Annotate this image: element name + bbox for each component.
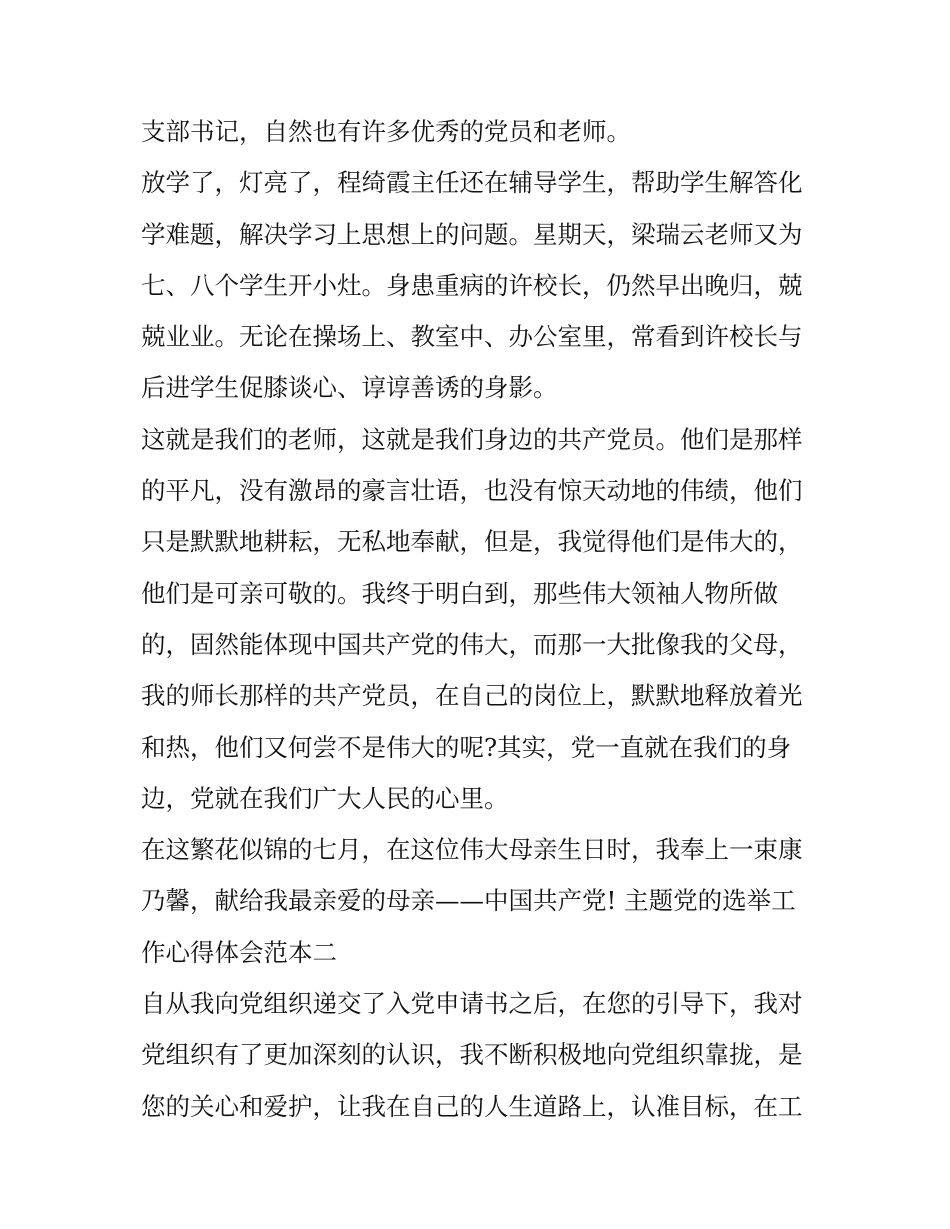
section-title-line: 作心得体会范本二 xyxy=(141,937,337,967)
text-line: 我的师长那样的共产党员，在自己的岗位上，默默地释放着光 xyxy=(141,681,803,711)
text-line: 学难题，解决学习上思想上的问题。星期天，梁瑞云老师又为 xyxy=(141,219,803,249)
text-line: 的，固然能体现中国共产党的伟大，而那一大批像我的父母， xyxy=(141,629,803,659)
text-line: 自从我向党组织递交了入党申请书之后，在您的引导下，我对 xyxy=(141,989,803,1019)
text-line: 放学了，灯亮了，程绮霞主任还在辅导学生，帮助学生解答化 xyxy=(141,168,803,198)
text-line: 在这繁花似锦的七月，在这位伟大母亲生日时，我奉上一束康 xyxy=(141,835,803,865)
text-line: 兢业业。无论在操场上、教室中、办公室里，常看到许校长与 xyxy=(141,322,803,352)
text-line: 只是默默地耕耘，无私地奉献，但是，我觉得他们是伟大的， xyxy=(141,527,803,557)
text-line: 的平凡，没有激昂的豪言壮语，也没有惊天动地的伟绩，他们 xyxy=(141,476,803,506)
text-line: 他们是可亲可敬的。我终于明白到，那些伟大领袖人物所做 xyxy=(141,578,778,608)
text-line: 七、八个学生开小灶。身患重病的许校长，仍然早出晚归，兢 xyxy=(141,270,803,300)
text-line: 边，党就在我们广大人民的心里。 xyxy=(141,783,509,813)
text-line: 乃馨，献给我最亲爱的母亲——中国共产党! 主题党的选举工 xyxy=(141,886,796,916)
text-line: 支部书记，自然也有许多优秀的党员和老师。 xyxy=(141,117,631,146)
text-line: 和热，他们又何尝不是伟大的呢?其实，党一直就在我们的身 xyxy=(141,732,792,762)
text-line: 您的关心和爱护，让我在自己的人生道路上，认准目标，在工 xyxy=(141,1091,803,1121)
text-line: 这就是我们的老师，这就是我们身边的共产党员。他们是那样 xyxy=(141,424,803,454)
text-line: 党组织有了更加深刻的认识，我不断积极地向党组织靠拢，是 xyxy=(141,1040,803,1070)
text-line: 后进学生促膝谈心、谆谆善诱的身影。 xyxy=(141,373,558,403)
body-text xyxy=(141,106,821,1132)
